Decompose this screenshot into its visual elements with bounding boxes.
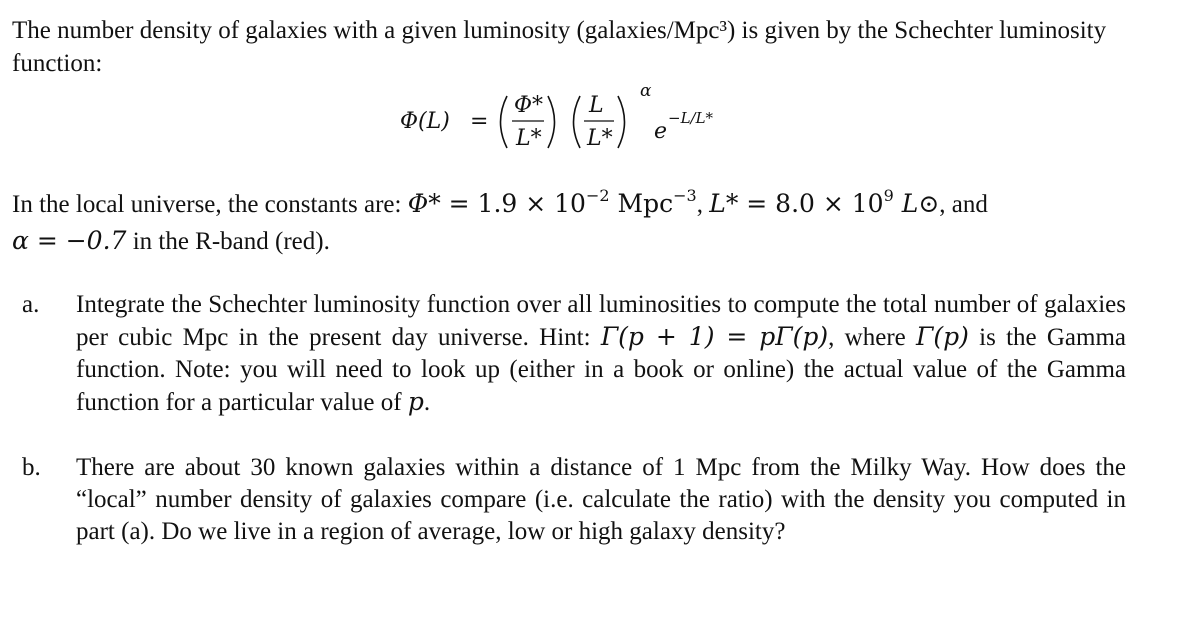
eq-exp-base: e: [654, 119, 668, 144]
alpha-value: α = −0.7: [12, 226, 127, 255]
question-a-text-after: is the Gamma function. Note: you will need to look up (either in a book or online) the actual value of the Gamma function for a particular value of: [76, 324, 1127, 416]
band-text: in the R-band (red).: [126, 228, 330, 255]
eq-equals: =: [470, 109, 489, 134]
l-star-exponent: 9: [883, 186, 894, 205]
solar-luminosity-symbol: L⊙: [893, 189, 940, 218]
eq-frac2-denominator: L*: [587, 126, 613, 151]
eq-frac1-denominator: L*: [516, 126, 542, 151]
constants-paragraph: [12, 186, 1182, 260]
question-a-letter: a.: [22, 291, 40, 318]
l-star-value: = 8.0 × 10: [738, 189, 884, 218]
phi-star-symbol: Φ*: [407, 189, 441, 218]
question-a: [12, 289, 1182, 419]
p-symbol: p: [407, 387, 424, 416]
question-b: [12, 452, 1182, 548]
eq-exp-power: −L/L*: [668, 109, 714, 127]
intro-paragraph: The number density of galaxies with a given luminosity (galaxies/Mpc³) is given by the Schechter luminosity function:: [12, 17, 1107, 77]
eq-paren-right-2: [618, 96, 625, 148]
phi-star-unit: Mpc: [609, 189, 674, 218]
gamma-recurrence: Γ(p + 1) = pΓ(p): [600, 322, 829, 351]
constants-prefix: In the local universe, the constants are:: [12, 191, 408, 218]
eq-frac2-numerator: L: [589, 93, 604, 118]
gamma-function-symbol: Γ(p): [916, 322, 969, 351]
question-a-text: [76, 289, 1126, 419]
eq-paren-left-2: [574, 96, 581, 148]
phi-star-exponent: −2: [585, 186, 610, 205]
eq-power-alpha: α: [640, 82, 652, 101]
question-a-text-before: Integrate the Schechter luminosity function over all luminosities to compute the total number of galaxies per cubic Mpc in the present day universe. Hint:: [76, 291, 1126, 351]
question-b-text: There are about 30 known galaxies within a distance of 1 Mpc from the Milky Way. How does the “local” number density of galaxies compare (i.e. calculate the ratio) with the density you computed in part (a). Do we live in a region of average, low or high galaxy density?: [76, 454, 1126, 545]
l-star-symbol: L*: [709, 189, 739, 218]
phi-star-unit-exponent: −3: [673, 186, 697, 205]
constants-and: , and: [939, 191, 988, 218]
eq-paren-left-1: [501, 96, 508, 148]
question-a-text-mid: , where: [828, 324, 917, 351]
eq-lhs-symbol: Φ: [400, 109, 419, 134]
schechter-equation: [400, 82, 820, 168]
question-a-end: .: [423, 389, 431, 416]
eq-frac1-numerator: Φ*: [514, 93, 544, 118]
question-b-letter: b.: [22, 454, 41, 481]
eq-lhs-arg: (L): [418, 109, 450, 134]
constants-separator: ,: [696, 191, 710, 218]
phi-star-value: = 1.9 × 10: [440, 189, 586, 218]
eq-paren-right-1: [548, 96, 555, 148]
